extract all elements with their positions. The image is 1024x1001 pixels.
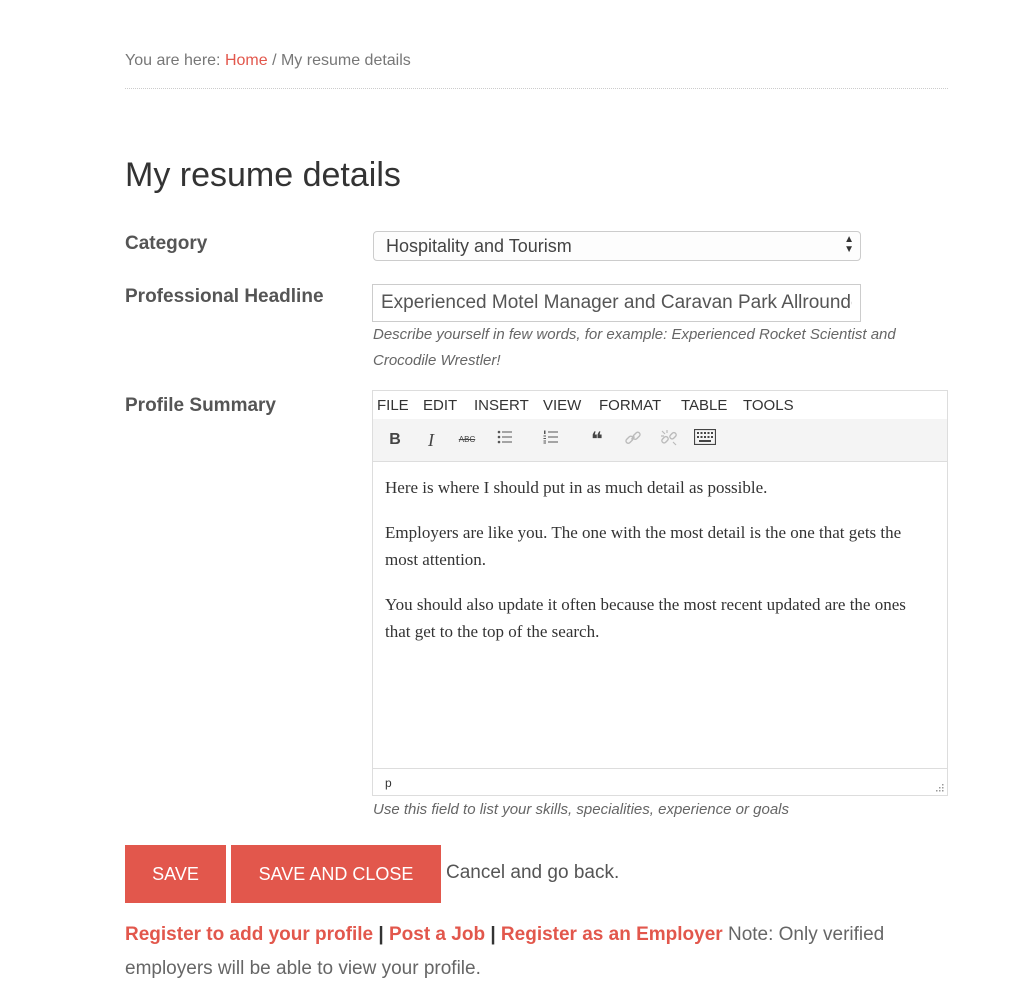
menu-edit[interactable]: EDIT [423, 397, 458, 414]
keyboard-icon[interactable] [693, 429, 717, 451]
menu-table[interactable]: TABLE [681, 397, 728, 414]
bullet-list-icon[interactable] [493, 429, 517, 451]
headline-label: Professional Headline [125, 286, 324, 307]
italic-icon[interactable]: I [428, 430, 434, 450]
resize-handle-icon[interactable] [934, 782, 944, 792]
menu-view[interactable]: VIEW [543, 397, 582, 414]
bold-icon[interactable]: B [389, 431, 401, 448]
breadcrumb-divider [125, 88, 948, 89]
headline-help-text: Describe yourself in few words, for example: Experienced Rocket Scientist and Crocodile Wrestler! [373, 326, 896, 369]
element-path[interactable]: p [385, 776, 392, 790]
footer-separator: | [373, 924, 389, 945]
save-and-close-button[interactable]: SAVE AND CLOSE [231, 845, 441, 903]
menu-format[interactable]: FORMAT [599, 397, 662, 414]
footer-note: Note: Only verified employers will be able to view your profile. [125, 924, 885, 979]
register-employer-link[interactable]: Register as an Employer [500, 924, 723, 945]
summary-help-text: Use this field to list your skills, specialities, experience or goals [373, 801, 790, 818]
blockquote-icon[interactable]: ❝ [591, 429, 603, 451]
category-label: Category [125, 233, 208, 254]
headline-input[interactable] [372, 284, 861, 322]
cancel-link[interactable]: Cancel and go back. [446, 862, 620, 883]
register-profile-link[interactable]: Register to add your profile [125, 924, 374, 945]
post-job-link[interactable]: Post a Job [388, 924, 486, 945]
breadcrumb [125, 52, 411, 70]
editor-paragraph: Employers are like you. The one with the most detail is the one that gets the most attention. [385, 523, 902, 569]
rich-text-editor [372, 390, 948, 796]
strikethrough-icon[interactable]: ABC [458, 435, 476, 444]
footer-links [125, 918, 925, 986]
summary-label: Profile Summary [125, 395, 276, 416]
save-button[interactable]: SAVE [125, 845, 226, 903]
footer-separator: | [485, 924, 501, 945]
breadcrumb-prefix: You are here: [125, 52, 225, 69]
editor-content[interactable] [373, 462, 947, 770]
editor-menubar [373, 391, 947, 419]
link-icon[interactable] [621, 429, 645, 451]
menu-file[interactable]: FILE [377, 397, 409, 414]
breadcrumb-home-link[interactable]: Home [224, 52, 268, 69]
editor-paragraph: You should also update it often because the most recent updated are the ones that get to the top of the search. [385, 595, 906, 641]
category-select[interactable] [373, 231, 861, 261]
menu-insert[interactable]: INSERT [474, 397, 529, 414]
editor-paragraph: Here is where I should put in as much detail as possible. [385, 478, 768, 497]
category-selected-value: Hospitality and Tourism [386, 236, 572, 256]
select-arrows-icon: ▲ ▼ [844, 234, 854, 255]
breadcrumb-current: My resume details [280, 52, 411, 69]
editor-toolbar [373, 419, 947, 462]
page-title: My resume details [125, 156, 401, 194]
editor-statusbar [373, 768, 947, 795]
numbered-list-icon[interactable] [539, 429, 563, 451]
menu-tools[interactable]: TOOLS [743, 397, 794, 414]
unlink-icon[interactable] [657, 429, 681, 451]
breadcrumb-separator: / [267, 52, 281, 69]
